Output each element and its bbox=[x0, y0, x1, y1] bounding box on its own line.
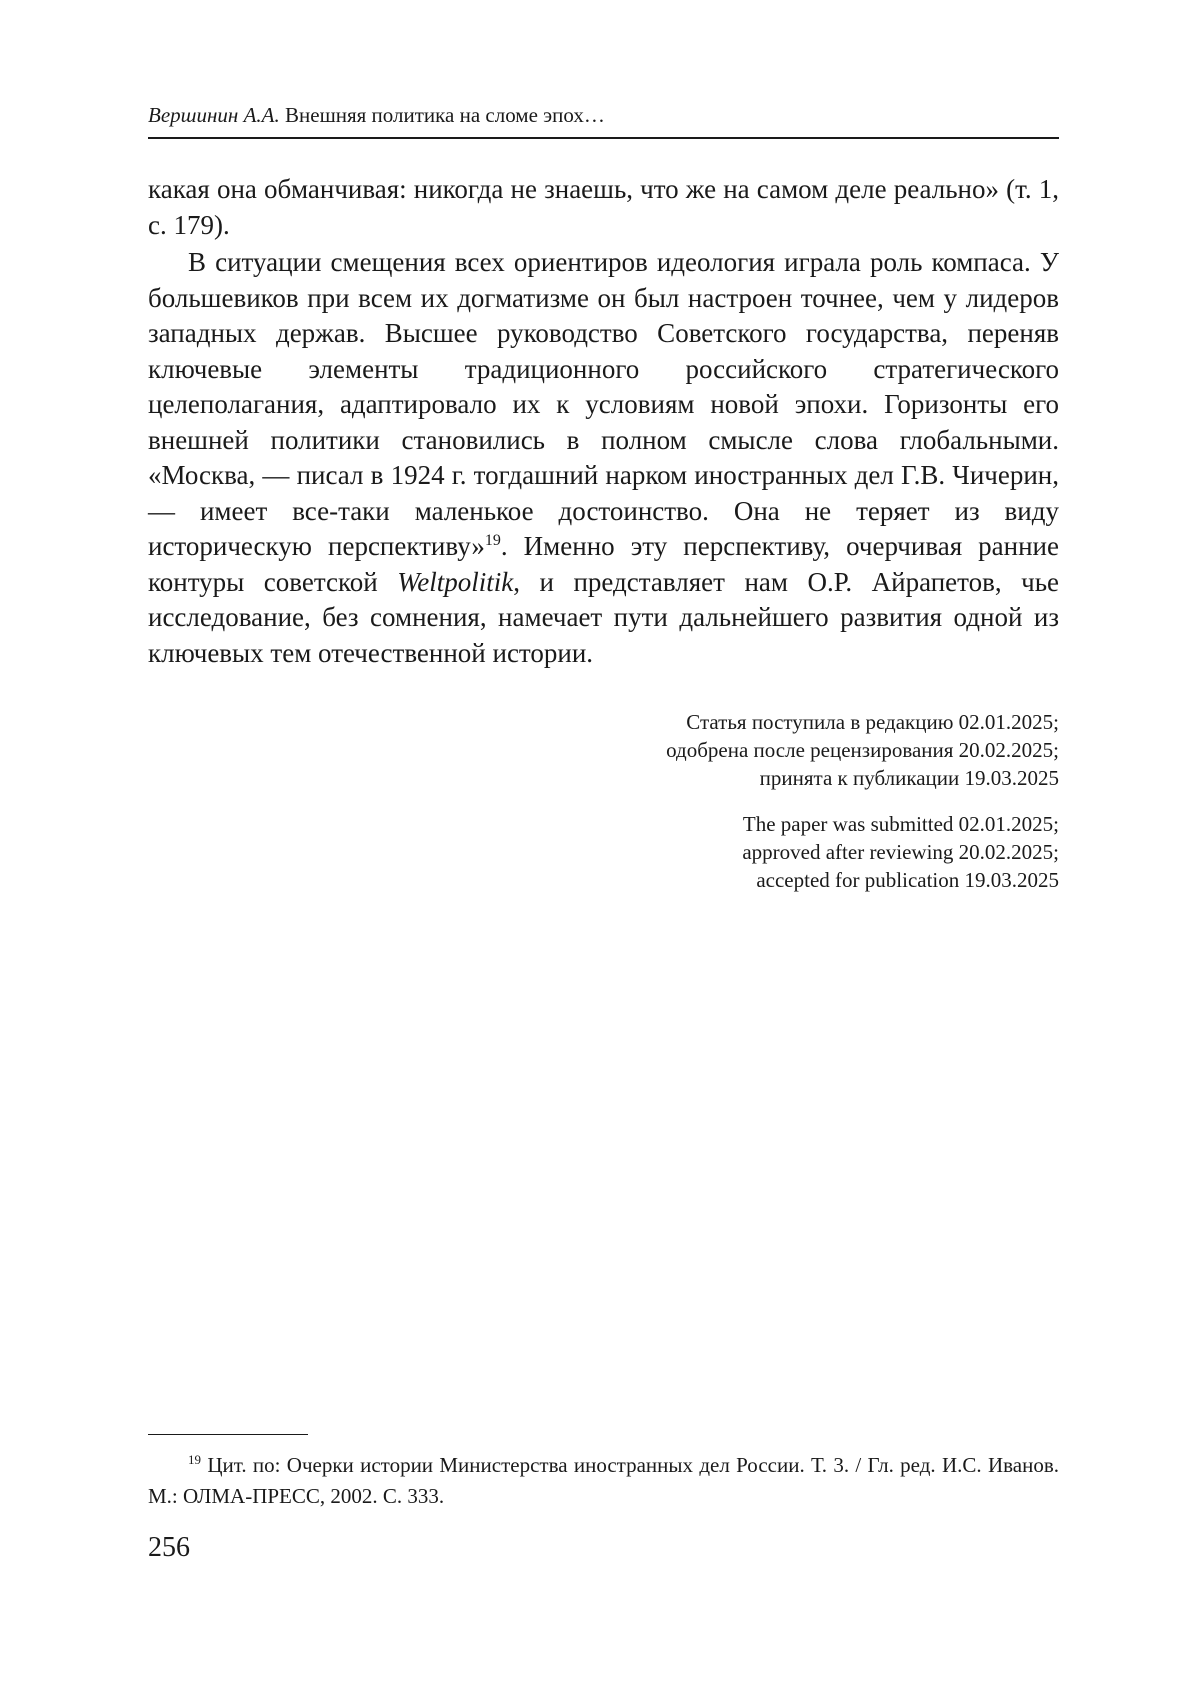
date-approved-ru: одобрена после рецензирования 20.02.2025; bbox=[666, 738, 1059, 762]
footnote-reference[interactable]: 19 bbox=[484, 532, 501, 549]
header-title: Внешняя политика на сломе эпох… bbox=[285, 103, 605, 127]
date-accepted-ru: принята к публикации 19.03.2025 bbox=[759, 766, 1059, 790]
date-submitted-en: The paper was submitted 02.01.2025; bbox=[742, 812, 1059, 836]
paragraph-text-part2: . Именно эту перспективу, очерчивая ранние контуры советской bbox=[148, 531, 1059, 597]
page-number: 256 bbox=[148, 1532, 190, 1563]
dates-english bbox=[742, 810, 1059, 894]
paragraph-continuation: какая она обманчивая: никогда не знаешь, что же на самом деле реально» (т. 1, с. 179). bbox=[148, 174, 1059, 240]
paragraph-text-part1: В ситуации смещения всех ориентиров идеология играла роль компаса. У большевиков при всем их догматизме он был настроен точнее, чем у лидеров западных держав. Высшее руководство Советского государства, переняв ключевые элементы традиционного российского стратегического целеполагания, адаптировало их к условиям новой эпохи. Горизонты его внешней политики становились в полном смысле слова глобальными. «Москва, — писал в 1924 г. тогдашний нарком иностранных дел Г.В. Чичерин, — имеет все-таки маленькое достоинство. Она не теряет из виду историческую перспективу» bbox=[148, 247, 1059, 561]
footnote-number: 19 bbox=[188, 1452, 201, 1467]
header-rule bbox=[148, 137, 1059, 139]
date-accepted-en: accepted for publication 19.03.2025 bbox=[756, 868, 1059, 892]
date-submitted-ru: Статья поступила в редакцию 02.01.2025; bbox=[686, 710, 1059, 734]
running-header bbox=[148, 100, 1059, 130]
header-author: Вершинин А.А. bbox=[148, 103, 280, 127]
paragraph-ideology bbox=[148, 245, 1059, 671]
italic-term: Weltpolitik bbox=[397, 566, 514, 597]
body-text bbox=[148, 172, 1059, 671]
footnote bbox=[148, 1450, 1059, 1512]
date-approved-en: approved after reviewing 20.02.2025; bbox=[742, 840, 1059, 864]
footnote-text: Цит. по: Очерки истории Министерства иностранных дел России. Т. 3. / Гл. ред. И.С. Иванов. М.: ОЛМА-ПРЕСС, 2002. С. 333. bbox=[148, 1453, 1059, 1508]
dates-russian bbox=[666, 708, 1059, 792]
footnote-rule bbox=[148, 1434, 308, 1435]
paragraph-text-part3: , и представляет нам О.Р. Айрапетов, чье исследование, без сомнения, намечает пути дальнейшего развития одной из ключевых тем отечественной истории. bbox=[148, 566, 1059, 668]
